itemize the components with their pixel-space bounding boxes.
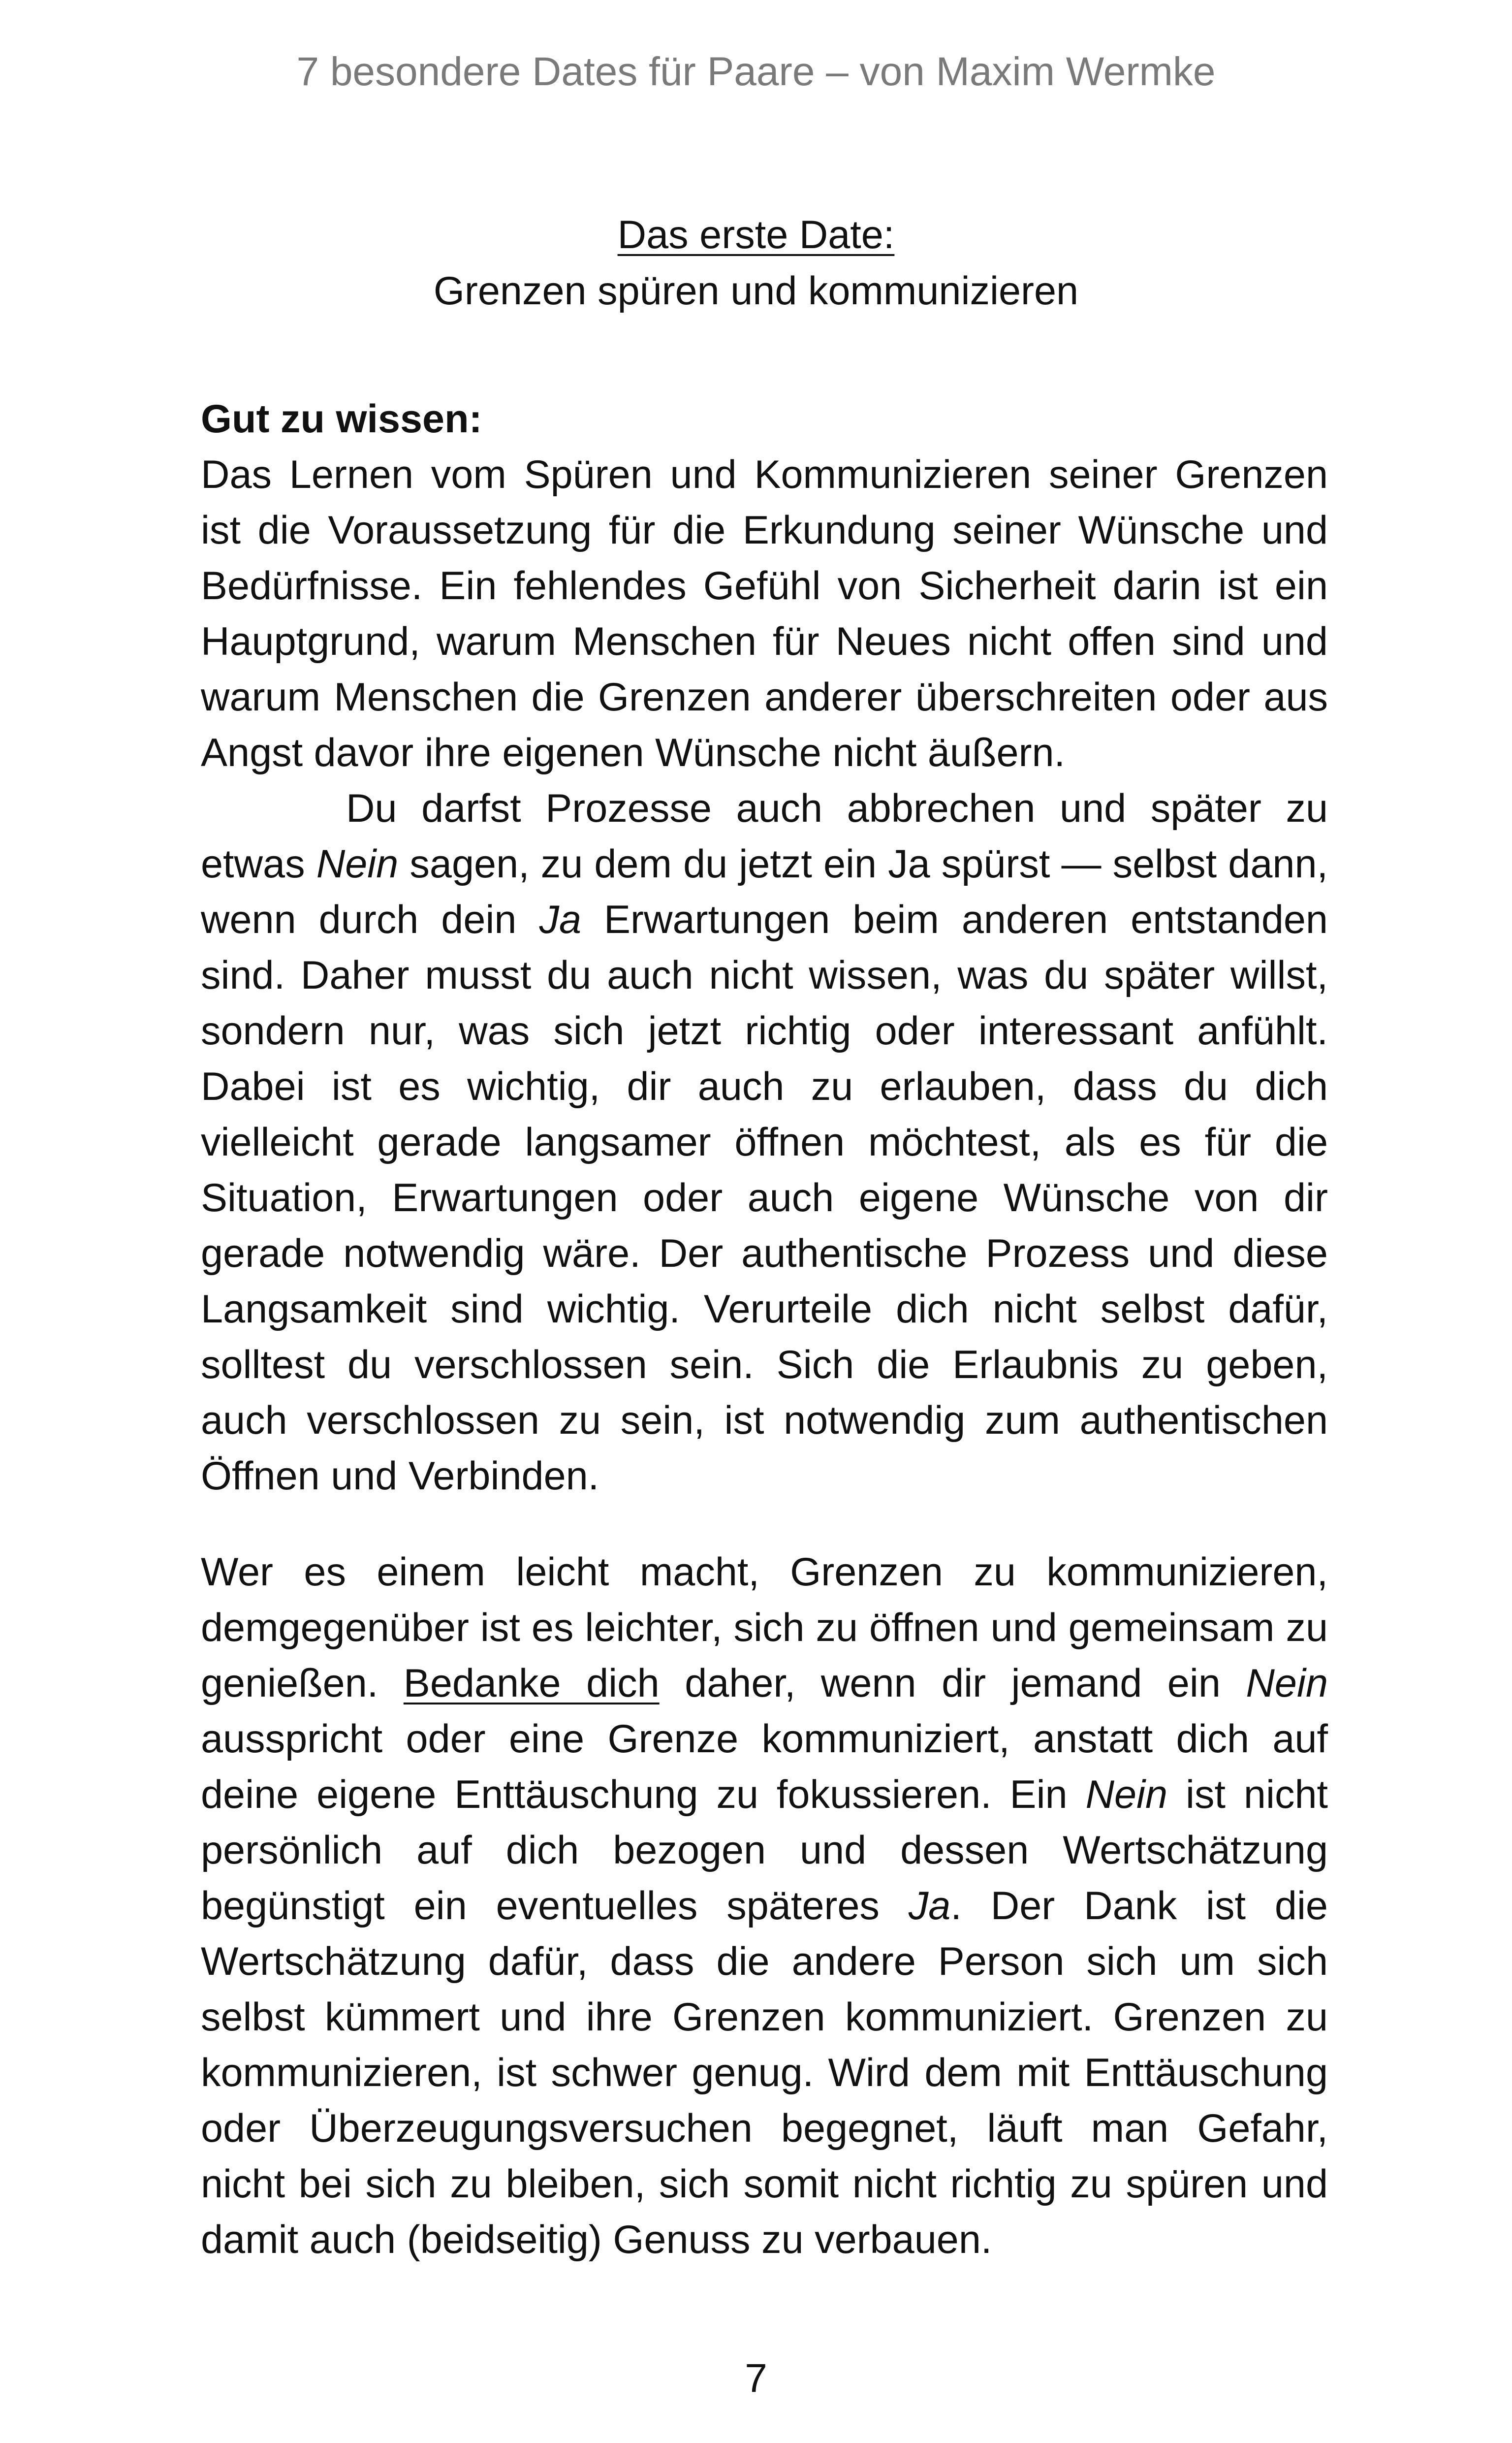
chapter-title-line-1: Das erste Date:: [617, 213, 895, 257]
paragraph-3-text-c: daher, wenn dir jemand ein: [659, 1661, 1246, 1705]
paragraph-3-text-g: ist nicht persönlich auf dich bezogen und dessen Wertschätzung begünstigt ein eventuelles späteres: [201, 1772, 1328, 1928]
body-text: [201, 391, 1328, 2268]
paragraph-3-text-e: ausspricht oder eine Grenze kommuniziert, anstatt dich auf deine eigene Enttäuschung zu fokussieren. Ein: [201, 1717, 1328, 1817]
paragraph-3: [201, 1544, 1328, 2268]
chapter-title: [0, 207, 1512, 319]
paragraph-3-emphasis-ja: Ja: [908, 1884, 951, 1928]
page-number: 7: [745, 2356, 767, 2401]
paragraph-2-emphasis-ja: Ja: [539, 898, 581, 942]
paragraph-2-text-a: Du darfst Prozesse auch abbrechen und später zu etwas: [201, 786, 1328, 886]
paragraph-spacer: [201, 1504, 1328, 1544]
chapter-title-line-2: Grenzen spüren und kommunizieren: [433, 269, 1079, 313]
paragraph-2-text-c: sagen, zu dem du jetzt ein Ja spürst — selbst dann, wenn durch dein: [201, 842, 1328, 942]
paragraph-1: [201, 447, 1328, 1504]
paragraph-2-text-e: Erwartungen beim anderen entstanden sind. Daher musst du auch nicht wissen, was du später willst, sondern nur, was sich jetzt richtig oder interessant anfühlt. Dabei ist es wichtig, dir auch zu erlauben, dass du dich vielleicht gerade langsamer öffnen möchtest, als es für die Situation, Erwartungen oder auch eigene Wünsche von dir gerade notwendig wäre. Der authentische Prozess und diese Langsamkeit sind wichtig. Verurteile dich nicht selbst dafür, solltest du verschlossen sein. Sich die Erlaubnis zu geben, auch verschlossen zu sein, ist notwendig zum authentischen Öffnen und Verbinden.: [201, 898, 1328, 1498]
paragraph-3-emphasis-nein-2: Nein: [1085, 1772, 1168, 1817]
paragraph-3-underlined-bedanke: Bedanke dich: [403, 1661, 660, 1705]
running-header: 7 besondere Dates für Paare – von Maxim Wermke: [296, 49, 1216, 94]
paragraph-3-text-i: . Der Dank ist die Wertschätzung dafür, dass die andere Person sich um sich selbst kümmert und ihre Grenzen kommuniziert. Grenzen zu kommunizieren, ist schwer genug. Wird dem mit Enttäuschung oder Überzeugungsversuchen begegnet, läuft man Gefahr, nicht bei sich zu bleiben, sich somit nicht richtig zu spüren und damit auch (beidseitig) Genuss zu verbauen.: [201, 1884, 1328, 2262]
paragraph-2-emphasis-nein: Nein: [316, 842, 399, 886]
paragraph-3-text-a: Wer es einem leicht macht, Grenzen zu kommunizieren, demgegenüber ist es leichter, sich zu öffnen und gemeinsam zu genießen.: [201, 1550, 1328, 1705]
section-heading: Gut zu wissen:: [201, 397, 482, 441]
paragraph-3-emphasis-nein-1: Nein: [1246, 1661, 1328, 1705]
paragraph-1-text: Das Lernen vom Spüren und Kommunizieren seiner Grenzen ist die Voraussetzung für die Erkundung seiner Wünsche und Bedürfnisse. Ein fehlendes Gefühl von Sicherheit darin ist ein Hauptgrund, warum Menschen für Neues nicht offen sind und warum Menschen die Grenzen anderer überschreiten oder aus Angst davor ihre eigenen Wünsche nicht äußern.: [201, 452, 1328, 775]
